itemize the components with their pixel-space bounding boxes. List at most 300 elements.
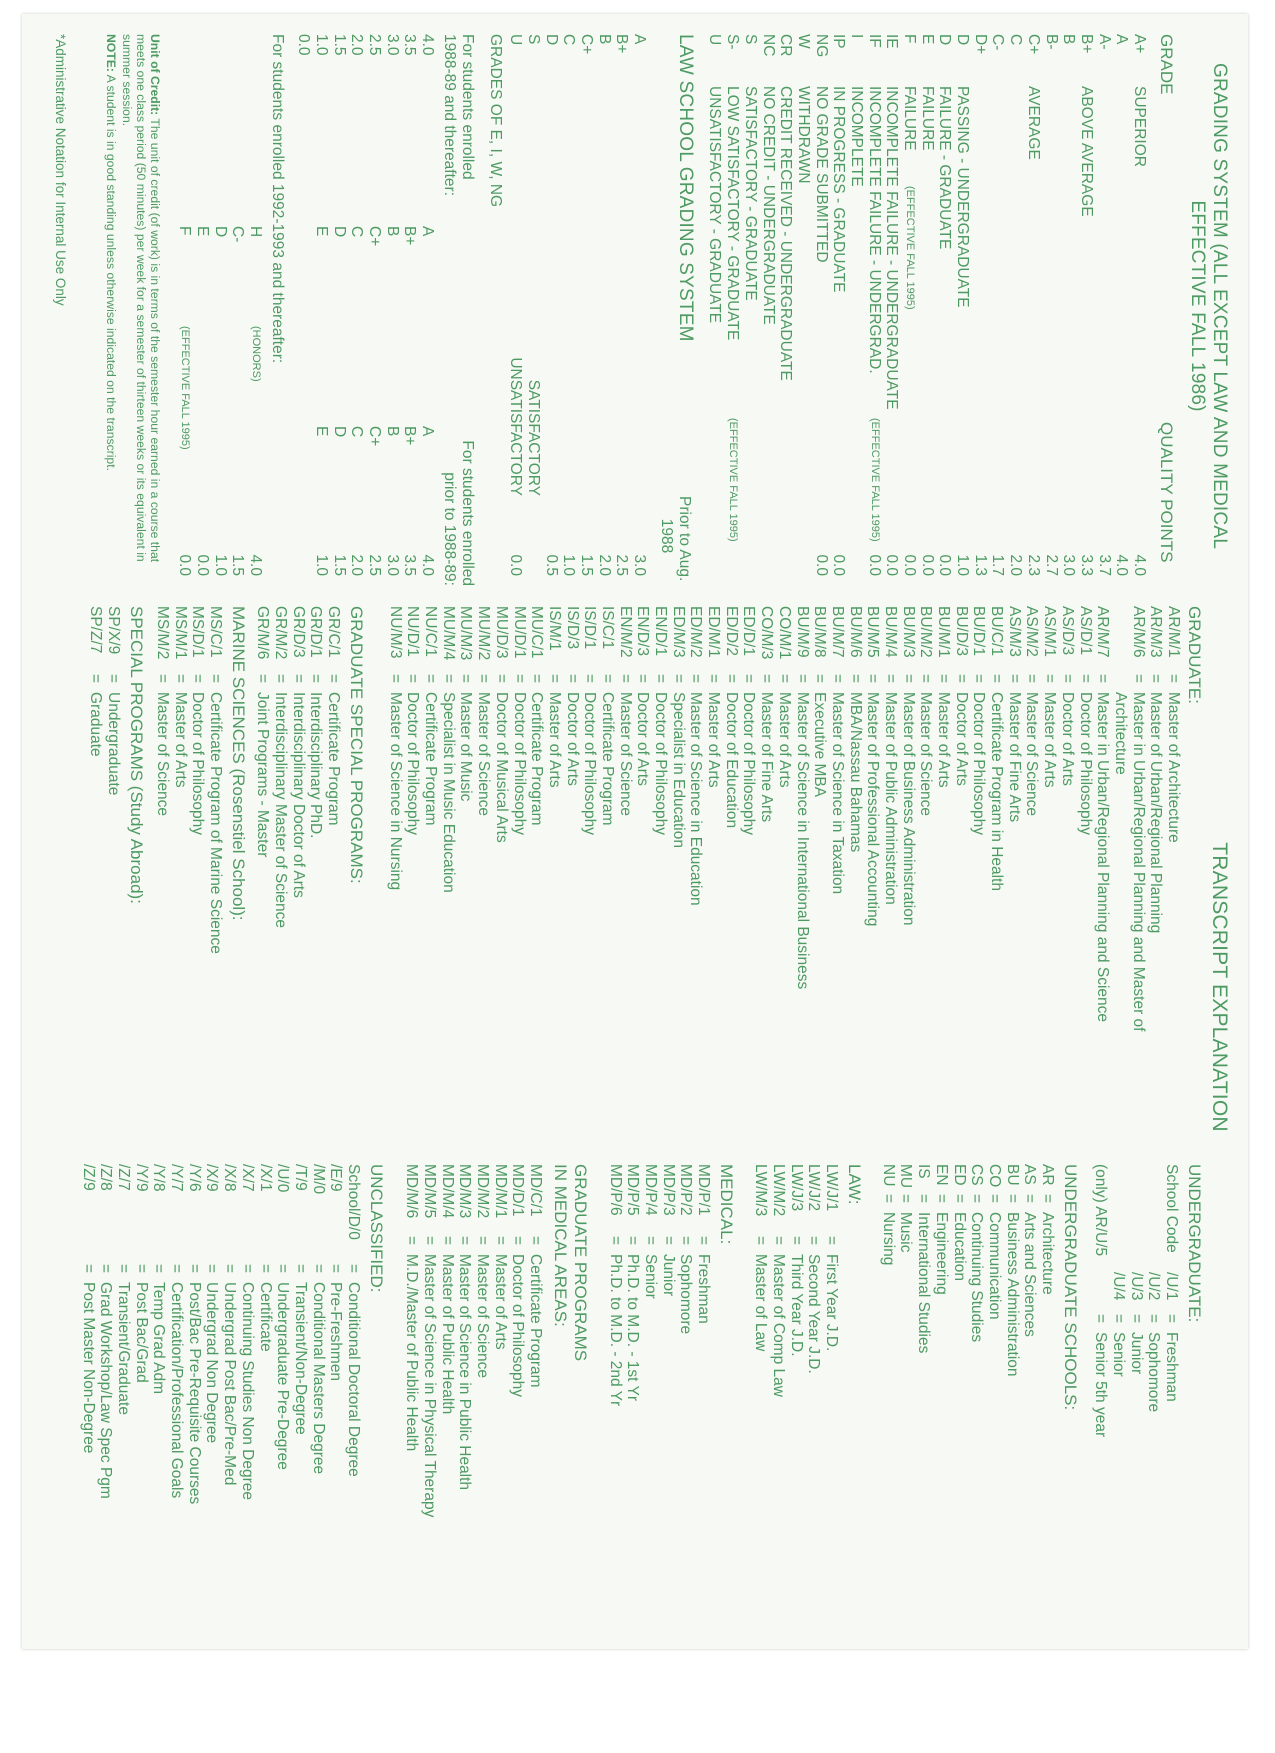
equals-sign: = <box>1094 674 1112 684</box>
undergrad-level: Freshman <box>1163 1332 1180 1402</box>
law-scale-row <box>295 26 313 586</box>
unclassified-row <box>291 1164 309 1634</box>
program-code: /Y/7 <box>168 1164 186 1192</box>
grade-letter: NC <box>759 34 777 57</box>
equals-sign: = <box>897 1194 915 1204</box>
equals-sign: = <box>705 674 723 684</box>
unclassified-row <box>238 1164 256 1634</box>
graduate-row <box>775 602 793 1102</box>
equals-sign: = <box>775 674 793 684</box>
grade-description: UNSATISFACTORY - GRADUATE <box>706 86 724 324</box>
scale-points-after: 4.0 <box>419 34 436 56</box>
scale-points-after: 2.5 <box>365 34 383 56</box>
grades-e-line: GRADES OF E, I, W, NG <box>487 34 504 208</box>
equals-sign: = <box>1021 1194 1039 1204</box>
program-name: Master of Arts <box>705 692 723 788</box>
equals-sign: = <box>105 674 122 684</box>
graduate-row <box>1164 602 1182 1102</box>
note-text: A student is in good standing unless otherwise indicated on the transcript. <box>104 74 118 471</box>
equals-sign: = <box>1092 1314 1110 1324</box>
equals-sign: = <box>1145 1314 1163 1324</box>
unclassified-row <box>256 1164 274 1634</box>
law-scale-row <box>348 26 366 586</box>
equals-sign: = <box>970 674 988 684</box>
program-code: CO/M/1 <box>775 606 793 660</box>
graduate-row <box>581 602 599 1102</box>
scale-grade-prior: B <box>383 426 401 437</box>
program-code: /Z/8 <box>97 1164 115 1191</box>
program-code: AR/M/1 <box>1165 606 1182 658</box>
program-name: Continuing Studies <box>968 1212 986 1343</box>
program-code: MU/M/4 <box>439 606 457 661</box>
grade-row <box>1095 26 1113 586</box>
scale-grade-prior: D <box>330 426 348 438</box>
equals-sign: = <box>758 674 776 684</box>
program-code: /Y/8 <box>150 1164 168 1192</box>
grade-row <box>794 26 812 586</box>
program-name: Master of Fine Arts <box>1005 692 1023 823</box>
program-name: Doctor of Philosophy <box>189 692 207 836</box>
program-code: LW/M/2 <box>769 1164 787 1217</box>
program-code: ED <box>950 1164 968 1186</box>
program-name: Certificate Program <box>422 692 440 826</box>
grade-row <box>883 26 901 586</box>
equals-sign: = <box>345 1264 362 1274</box>
equals-sign: = <box>307 674 325 684</box>
program-code: NU <box>879 1164 897 1187</box>
equals-sign: = <box>687 674 705 684</box>
program-code: BU/D/3 <box>952 606 970 656</box>
school-row <box>985 1164 1003 1634</box>
law-grade-table <box>507 26 649 586</box>
law-grade: D <box>542 34 560 46</box>
law-prior-line2: 1988 <box>658 518 676 554</box>
equals-sign: = <box>171 674 189 684</box>
grade-letter: W <box>794 34 812 49</box>
enrolled-after-line1: For students enrolled <box>459 34 476 180</box>
grade-letter: U <box>706 34 724 46</box>
program-code: NU/C/1 <box>422 606 440 657</box>
law-scale2-row <box>193 26 211 586</box>
equals-sign: = <box>438 1236 456 1246</box>
program-name: Ph.D. to M.D. - 1st Yr <box>624 1254 642 1402</box>
quality-points: 0.0 <box>883 554 901 576</box>
scale-grade-after: D <box>330 226 348 238</box>
grading-header <box>1154 26 1176 586</box>
program-name: Master of Architecture <box>1165 692 1182 843</box>
graduate-row <box>634 602 652 1102</box>
quality-points: 1.7 <box>989 554 1007 576</box>
grade-row <box>1007 26 1025 586</box>
scale2-note: (HONORS) <box>250 326 262 382</box>
program-code: AR/M/7 <box>1094 606 1112 658</box>
equals-sign: = <box>1147 674 1165 684</box>
program-code: MD/M/6 <box>403 1164 421 1219</box>
grade-row <box>759 26 777 586</box>
program-code: MU <box>897 1164 915 1189</box>
equals-sign: = <box>917 674 935 684</box>
law-grade: U <box>507 34 525 46</box>
equals-sign: = <box>752 1236 770 1246</box>
grade-description: SUPERIOR <box>1131 86 1148 167</box>
equals-sign: = <box>864 674 882 684</box>
unclassified-row <box>274 1164 292 1634</box>
program-code: LW/M/3 <box>752 1164 770 1217</box>
program-code: IS/M/1 <box>545 606 563 651</box>
special-heading: SPECIAL PROGRAMS (Study Abroad): <box>127 606 146 904</box>
law-grade: S <box>524 34 542 45</box>
law-grade-row <box>613 26 631 586</box>
program-name: Master of Science in Public Health <box>456 1254 474 1491</box>
law-program-row <box>769 1164 787 1634</box>
program-name: Second Year J.D. <box>805 1254 823 1374</box>
program-name: Certificate Program in Health <box>988 692 1006 891</box>
program-code: MS/M/2 <box>153 606 171 660</box>
grading-title-line1: GRADING SYSTEM (ALL EXCEPT LAW AND MEDICAL <box>1209 63 1230 549</box>
marine-row <box>171 602 189 1102</box>
equals-sign: = <box>545 674 563 684</box>
scale2-note: (EFFECTIVE FALL 1995) <box>179 326 192 450</box>
program-name: Master of Science in Education <box>687 692 705 906</box>
grad-med-row <box>420 1164 438 1634</box>
equals-sign: = <box>563 674 581 684</box>
law-scale-table <box>295 26 437 586</box>
program-code: ED/D/2 <box>722 606 740 656</box>
quality-points: 3.3 <box>1077 554 1095 576</box>
scale-points-after: 1.5 <box>330 34 348 56</box>
quality-points: 0.0 <box>830 554 848 576</box>
school-row <box>1003 1164 1021 1634</box>
enrolled-prior-line1: For students enrolled <box>459 440 476 586</box>
equals-sign: = <box>805 1236 823 1246</box>
program-name: Junior <box>659 1254 677 1297</box>
graduate-row <box>1058 602 1076 1102</box>
grad-med-heading-line1: GRADUATE PROGRAMS <box>571 1164 590 1362</box>
scale-points-after: 3.5 <box>401 34 419 56</box>
quality-points: 3.7 <box>1095 554 1113 576</box>
program-name: Master of Science <box>616 692 634 817</box>
program-code: EN/D/3 <box>634 606 652 656</box>
program-name: Doctor of Philosophy <box>1076 692 1094 836</box>
program-name: Conditional Masters Degree <box>309 1282 327 1475</box>
scale2-points: 0.0 <box>176 554 194 576</box>
grade-row <box>971 26 989 586</box>
grad-med-row <box>403 1164 421 1634</box>
program-name: Arts and Sciences <box>1021 1212 1039 1337</box>
undergrad-prefix: School Code <box>1163 1164 1180 1253</box>
quality-points: 2.3 <box>1024 554 1042 576</box>
undergrad-code: /U/4 <box>1109 1272 1127 1301</box>
program-code: BU/M/1 <box>935 606 953 658</box>
program-code: AS <box>1021 1164 1039 1185</box>
law-scale2-row <box>211 26 229 586</box>
grade-row <box>847 26 865 586</box>
program-code: BU/C/1 <box>988 606 1006 656</box>
equals-sign: = <box>439 674 457 684</box>
law-prior-line1: Prior to Aug. <box>676 496 693 582</box>
medical-row <box>677 1164 695 1634</box>
graduate-row <box>1041 602 1059 1102</box>
medical-row <box>624 1164 642 1634</box>
grade-description: SATISFACTORY - GRADUATE <box>741 86 759 301</box>
program-code: BU/M/7 <box>828 606 846 658</box>
undergrad-level: Junior <box>1127 1332 1145 1375</box>
program-code: /U/0 <box>274 1164 292 1193</box>
equals-sign: = <box>1041 674 1059 684</box>
quality-points: 2.7 <box>1042 554 1060 576</box>
program-name: Transient/Graduate <box>115 1282 133 1415</box>
grade-letter: S- <box>724 34 742 50</box>
scale-points-prior: 2.5 <box>365 554 383 576</box>
graduate-row <box>846 602 864 1102</box>
unclassified-row <box>79 1164 97 1634</box>
program-code: CO/M/3 <box>758 606 776 660</box>
law-grade-row <box>560 26 578 586</box>
equals-sign: = <box>952 674 970 684</box>
program-code: MU/D/1 <box>510 606 528 659</box>
grade-description: FAILURE <box>901 86 919 151</box>
graduate-row <box>439 602 457 1102</box>
law-points: 0.0 <box>507 554 525 576</box>
equals-sign: = <box>695 1236 712 1246</box>
grad-med-row <box>438 1164 456 1634</box>
grade-row <box>989 26 1007 586</box>
equals-sign: = <box>150 1264 168 1274</box>
program-name: International Studies <box>915 1212 933 1354</box>
equals-sign: = <box>221 1264 239 1274</box>
undergrad-row <box>1162 1164 1180 1634</box>
program-name: Sophomore <box>677 1254 695 1335</box>
medical-heading: MEDICAL: <box>717 1164 736 1245</box>
program-name: Temp Grad Adm <box>150 1282 168 1394</box>
grade-row <box>1042 26 1060 586</box>
equals-sign: = <box>950 1194 968 1204</box>
grad-med-heading-line2: IN MEDICAL AREAS: <box>551 1164 570 1327</box>
schools-list <box>879 1164 1056 1634</box>
equals-sign: = <box>1129 674 1147 684</box>
program-name: Interdisciplinary Doctor of Arts <box>289 692 307 898</box>
program-name: Engineering <box>932 1212 950 1295</box>
program-name: Architecture <box>1111 692 1129 775</box>
grade-note: (EFFECTIVE FALL 1995) <box>727 418 740 542</box>
unit-of-credit-label: Unit of Credit: <box>148 34 162 116</box>
program-code: /M/0 <box>309 1164 327 1195</box>
equals-sign: = <box>325 674 342 684</box>
schools-heading: UNDERGRADUATE SCHOOLS: <box>1061 1164 1080 1411</box>
scale2-grade: F <box>176 226 194 236</box>
program-code: MU/D/3 <box>492 606 510 659</box>
scale2-grade: D <box>211 226 229 238</box>
program-name: Transient/Non-Degree <box>291 1282 309 1435</box>
program-code: NU/M/3 <box>386 606 404 659</box>
grad-special-row <box>289 602 307 1102</box>
marine-row <box>153 602 171 1102</box>
quality-points: 1.0 <box>954 554 972 576</box>
grad-med-row <box>491 1164 509 1634</box>
equals-sign: = <box>1005 674 1023 684</box>
program-name: Conditional Doctoral Degree <box>345 1282 362 1477</box>
law-prior-header <box>653 26 693 586</box>
scale-points-prior: 1.5 <box>330 554 348 576</box>
graduate-row <box>545 602 563 1102</box>
graduate-row <box>881 602 899 1102</box>
equals-sign: = <box>1109 1314 1127 1324</box>
graduate-row <box>864 602 882 1102</box>
program-name: Master of Professional Accounting <box>864 692 882 927</box>
grade-description: CREDIT RECEIVED - UNDERGRADUATE <box>777 86 795 381</box>
graduate-row <box>987 602 1005 1102</box>
grade-description: NO GRADE SUBMITTED <box>812 86 830 263</box>
program-name: First Year J.D. <box>823 1254 840 1352</box>
equals-sign: = <box>652 674 670 684</box>
undergrad-row <box>1092 1164 1110 1634</box>
program-code: School/D/0 <box>345 1164 362 1240</box>
grade-letter: D+ <box>971 34 989 55</box>
program-code: LW/J/2 <box>805 1164 823 1212</box>
program-code: /Y/6 <box>185 1164 203 1192</box>
marine-row <box>206 602 224 1102</box>
equals-sign: = <box>420 1236 438 1246</box>
program-name: Master of Science in Physical Therapy <box>420 1254 438 1518</box>
unclassified-row <box>327 1164 345 1634</box>
grade-note: (EFFECTIVE FALL 1995) <box>904 186 917 310</box>
law-scale-row <box>365 26 383 586</box>
equals-sign: = <box>1023 674 1041 684</box>
law-scale-row <box>383 26 401 586</box>
graduate-heading: GRADUATE: <box>1185 606 1204 704</box>
graduate-row <box>1023 602 1041 1102</box>
grade-letter: E <box>918 34 936 45</box>
program-code: MD/P/3 <box>659 1164 677 1216</box>
equals-sign: = <box>581 674 599 684</box>
school-row <box>932 1164 950 1634</box>
program-name: Certificate Program <box>325 692 342 826</box>
grading-title <box>1186 26 1230 586</box>
grade-letter: IE <box>883 34 901 49</box>
program-code: EN/D/1 <box>652 606 670 656</box>
program-code: BU/M/2 <box>917 606 935 658</box>
grad-special-list <box>254 602 342 1102</box>
grade-row <box>900 26 918 586</box>
program-code: AR/M/6 <box>1129 606 1147 658</box>
program-code: MS/M/1 <box>171 606 189 660</box>
law-grade-row <box>507 26 525 586</box>
grade-letter: C- <box>989 34 1007 51</box>
graduate-row <box>793 602 811 1102</box>
equals-sign: = <box>527 1236 544 1246</box>
medical-row <box>606 1164 624 1634</box>
equals-sign: = <box>846 674 864 684</box>
program-code: ED/M/1 <box>705 606 723 658</box>
program-name: Doctor of Philosophy <box>509 1254 527 1398</box>
enrolled-after-line2: 1988-89 and thereafter: <box>441 34 459 197</box>
grade-description: FAILURE <box>918 86 936 151</box>
undergrad-level: Senior 5th year <box>1092 1332 1110 1438</box>
scale-points-prior: 2.0 <box>348 554 366 576</box>
equals-sign: = <box>616 674 634 684</box>
unit-of-credit-text: The unit of credit (of work) is in terms of the semester hour earned in a course that meets one class period (50 minutes) per week for a semester of thirteen weeks or its equivalent in summer session. <box>120 34 162 563</box>
grade-row <box>1024 26 1042 586</box>
program-code: CO <box>985 1164 1003 1188</box>
program-code: EN/M/2 <box>616 606 634 658</box>
grad-med-row <box>473 1164 491 1634</box>
program-name: Master of Science in Nursing <box>386 692 404 891</box>
program-name: Ph.D. to M.D. - 2nd Yr <box>606 1254 624 1407</box>
program-code: ED/M/3 <box>669 606 687 658</box>
program-name: Doctor of Arts <box>634 692 652 786</box>
program-name: Third Year J.D. <box>787 1254 805 1357</box>
program-name: Joint Programs - Master <box>254 692 272 858</box>
program-code: MD/P/1 <box>695 1164 712 1216</box>
equals-sign: = <box>634 674 652 684</box>
equals-sign: = <box>386 674 404 684</box>
graduate-row <box>528 602 546 1102</box>
program-code: EN <box>932 1164 950 1186</box>
grade-row <box>1130 26 1148 586</box>
program-name: Doctor of Arts <box>563 692 581 786</box>
program-name: Music <box>897 1212 915 1253</box>
scale-points-prior: 3.5 <box>401 554 419 576</box>
equals-sign: = <box>422 674 440 684</box>
program-name: Undergraduate <box>105 692 122 796</box>
law-points: 2.5 <box>613 554 631 576</box>
program-name: Specialist in Music Education <box>439 692 457 893</box>
program-name: Specialist in Education <box>669 692 687 848</box>
program-name: Doctor of Arts <box>1058 692 1076 786</box>
program-code: /T/9 <box>291 1164 309 1191</box>
law-points: 0.5 <box>542 554 560 576</box>
program-code: /Y/9 <box>132 1164 150 1192</box>
grade-description: WITHDRAWN <box>794 86 812 184</box>
grade-letter: A <box>1113 34 1131 45</box>
graduate-row <box>386 602 404 1102</box>
equals-sign: = <box>1058 674 1076 684</box>
program-name: Doctor of Philosophy <box>510 692 528 836</box>
unclassified-list <box>79 1164 362 1634</box>
quality-points: 0.0 <box>901 554 919 576</box>
program-code: BU <box>1003 1164 1021 1186</box>
graduate-row <box>1005 602 1023 1102</box>
scale-grade-after: B+ <box>401 226 419 246</box>
law-scale-row <box>312 26 330 586</box>
law-grade-value: SATISFACTORY <box>524 379 542 496</box>
grade-table <box>706 26 1148 586</box>
program-code: AS/D/3 <box>1058 606 1076 656</box>
program-code: MU/C/1 <box>528 606 546 659</box>
graduate-list <box>386 602 1182 1102</box>
equals-sign: = <box>168 1264 186 1274</box>
program-name: Master of Urban/Regional Planning <box>1147 692 1165 934</box>
equals-sign: = <box>87 674 105 684</box>
law-scale2-row <box>246 26 264 586</box>
grade-description: PASSING - UNDERGRADUATE <box>954 86 972 308</box>
program-code: /X/9 <box>203 1164 221 1192</box>
grade-row <box>1113 26 1131 586</box>
program-code: BU/M/6 <box>846 606 864 658</box>
equals-sign: = <box>641 1236 659 1246</box>
scale2-grade: C- <box>229 226 247 243</box>
graduate-row <box>722 602 740 1102</box>
program-name: Doctor of Philosophy <box>404 692 422 836</box>
program-code: MU/M/3 <box>457 606 475 661</box>
scale-points-prior: 1.0 <box>312 554 330 576</box>
equals-sign: = <box>456 1236 474 1246</box>
program-name: Nursing <box>879 1212 897 1266</box>
grade-letter: A+ <box>1131 34 1148 54</box>
grad-med-row <box>526 1164 544 1634</box>
special-row <box>104 602 122 1102</box>
equals-sign: = <box>492 674 510 684</box>
